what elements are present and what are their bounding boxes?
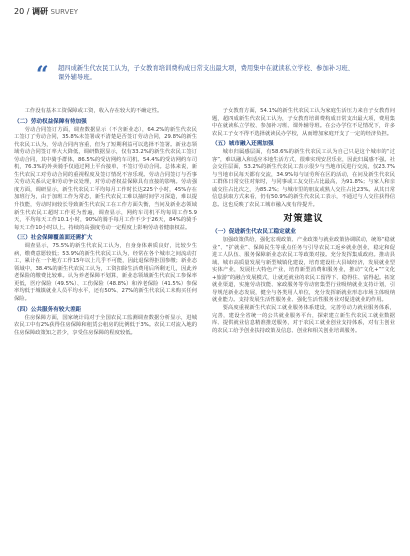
pull-quote	[36, 62, 354, 88]
body-paragraph: 城市归属感层面，有58.6%的新生代农民工认为自己只是这个城市的“过客”，难以融入和适应本地生活方式，很难实现安居乐业，因此归属感不强。社会交往层面，53.2%的新生代农民工表示很少与当地市民进行交流，仅23.7%与当地市民每天都有交流，34.9%每与证劳所在区的活动，在问及新生代农民工群体日常交往对象时，与同事或工友交往占比最高，为91.8%；与家人和亲戚交往占比次之，为85.2%；与城市里的朋友或熟人交往占比23%。从其日常信息获取方式来看，仍有50.9%的新生代农民工表示，不通过与人交往获得信息。这也反映了农民工城市融入度有待提升。	[212, 149, 395, 209]
body-paragraph: 加强政策供给，强化宏观政策、产业政策与就业政策协调联动，统筹“稳就业”、“扩就业”、保障民生等重点任务与引导农民工返乡就业创业，稳定和促进工人队伍、服务保障新业态农民工等政策对接。充分发挥集成政府。推动县域、城市高质量发展与新型城镇化建设，培育建设壮大县域经济，发展就业型实体产业，发展壮大特色产业，培育新型消费和服务业，推动“文化+”“文化+旅游”的融合发展模式，让就近就业的农民工留得下、稳得住、富得起。拓宽就业渠道，实施劳动技能、家政服务等劳动密集型行业吸纳就业支持计划，引导规范新业态发展，健全与各类用人单位，充分发挥新就业形态市场主体吸纳就业能力。支持发展生活性服务业、强化生活性服务业对促进就业的作用。	[212, 237, 395, 304]
subsection-heading: （一）促进新生代农民工稳定就业	[212, 229, 296, 236]
body-paragraph: 住房保障方面，国家统计局对于全国农民工监测调查数据分析显示，进城农民工中有2%获得住房保障和租赁公租房的比例低于3%。农民工对流入地的住房保障政策知之甚少，享受住房保障的程度较低。	[14, 314, 197, 336]
body-paragraph: 要高度重视新生代农民工就业服务体系建设，完善劳动力就业服务体系，完善，建设全省统一的公共就业服务平台，探索建立新生代农民工就业数据库、提供就业信息精准推送服务，对于农民工就业创业支持体系，对有主创业的农民工给予创业扶持政策及信息、创业和相关创业培训服务。	[212, 305, 395, 334]
subsection-heading: （二）劳动权益保障有待加强	[14, 118, 87, 125]
body-paragraph: 工作没有基本工资保障或工资，收入存在较大的不确定性。	[24, 108, 163, 114]
header-separator: /	[26, 7, 30, 16]
section-title-en: SURVEY	[50, 8, 79, 16]
pull-quote-text: 超四成新生代农民工认为，子女教育培训费构成日常支出最大项，费用集中在就读私立学校、参加补习班、课外辅导班。	[58, 65, 354, 81]
body-paragraph: 子女教育方面，54.1%的新生代农民工认为家庭生活压力来自子女教育问题，超四成新生代农民工认为，子女教育培训费构成日常支出最大项，费用集中在就读私立学校、参加补习班、课外辅导班。在公办学位不足情况下，许多农民工子女不得不选择就读民办学校，从而增加家庭开支了一定的经济负担。	[212, 108, 395, 137]
right-column	[212, 108, 395, 335]
section-title: 调研	[31, 7, 48, 16]
body-paragraph: 劳动合同签订方面，调查数据显示（不含新业态），64.2%的新生代农民工签订了劳动合同，35.8%未签署或不清楚是否签订劳动合同，29.8%的新生代农民工认为，劳动合同内容重，但为了短期利益可以选择不签署。新业态领域劳动合同签订率大大降低，调研数据显示，仅有33.2%的新生代农民工签订劳动合同，其中骑手群体，86.5%的受访网约车司机、54.4%的受访网约车司机，76.3%的外卖骑手仅通过网上平台接单，不签订劳动合同。总体来说，新生代农民工对劳动合同的重视程度及签订情况不容乐观。劳动合同签订与否事关劳动关系认定和劳动争议处理，对劳动者权益保障具有直接的影响。劳动强度方面，调研显示，新生代农民工平均每月工作时长达225个小时，45%存在加班行为，由于加班工作为常态，新生代农民工难以抽时间学习深造，难以提升技能，劳动时间较长导致新生代农民工在工作方面失衡，当问及新业态领域新生代农民工超时工作更为普遍，调查显示，网约车司机平均每周工作5.9天，平均每天工作10.1小时，90%的骑手每月工作不少于26天，84%的骑手每天工作10小时以上。持续的高强度劳动一定程度上影响劳动者健康权益。	[14, 126, 197, 231]
subsection-heading: （五）城市融入还需加强	[212, 141, 274, 148]
body-paragraph: 调查显示，75.5%的新生代农民工认为，自身身体素质良好，比较少生病，缴费意愿较低；53.9%的新生代农民工认为，经常在各个城市之间流动打工，累计在一个地方工作15年以上几乎不可能，因此退保得拒国参缴；新业态领域中，38.4%的新生代农民工认为，工资扣除生活费用后所剩无几，因此养老保险的缴费比较难。认为养老保障不划算，新业态领域新生代农民工参保率更低，医疗保险（49.5%）、工伤保险（48.8%）和养老保险（41.5%）参保率均低于城镇就业人员平均水平，还有50%、27%的新生代农民工未购买任何保险。	[14, 243, 197, 303]
left-column	[14, 108, 197, 337]
quote-mark-icon: “	[36, 62, 49, 88]
section-heading: 对策建议	[283, 213, 324, 224]
subsection-heading: （四）公共服务有较大差距	[14, 306, 82, 313]
page-number: 20	[14, 7, 25, 16]
subsection-heading: （三）社会保障覆盖面还需扩大	[14, 235, 93, 242]
page-header	[14, 6, 78, 17]
